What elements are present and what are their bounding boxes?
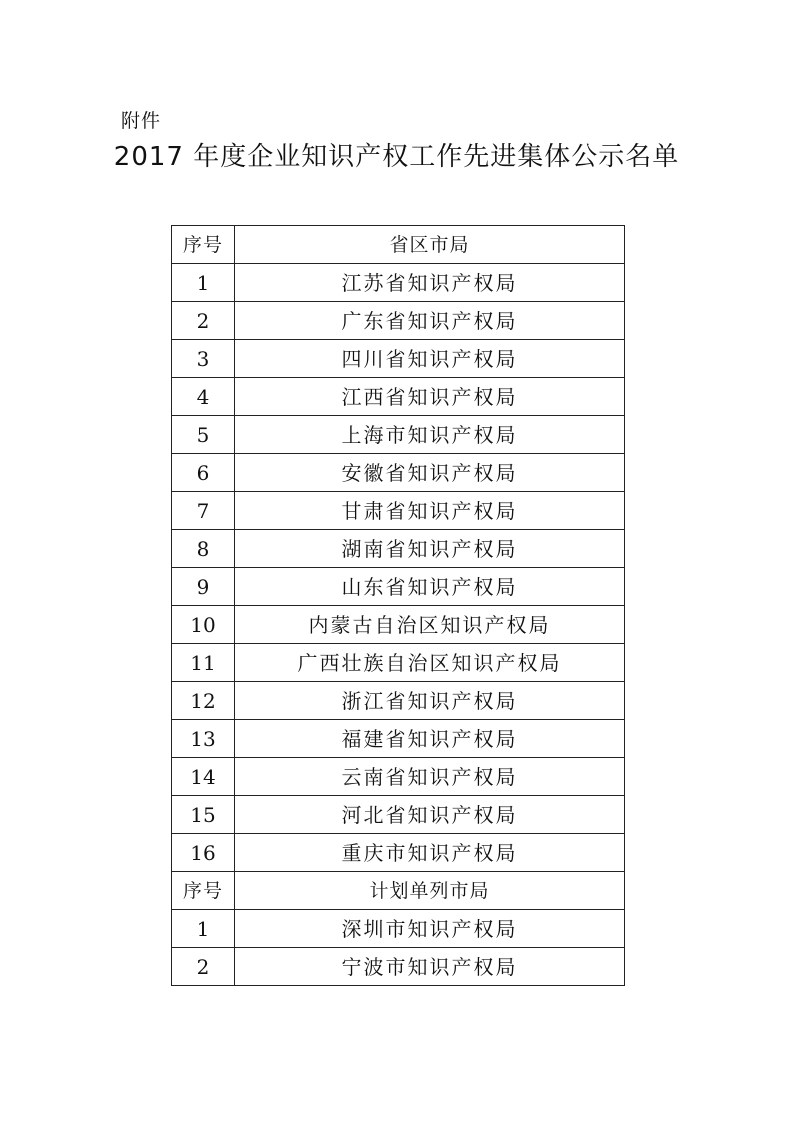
row-index: 12	[172, 682, 235, 720]
table-section-header	[172, 872, 625, 910]
row-name: 福建省知识产权局	[235, 720, 625, 758]
row-name: 重庆市知识产权局	[235, 834, 625, 872]
row-index: 1	[172, 910, 235, 948]
row-name: 山东省知识产权局	[235, 568, 625, 606]
row-name: 广西壮族自治区知识产权局	[235, 644, 625, 682]
row-index: 2	[172, 948, 235, 986]
attachment-label: 附件	[121, 110, 162, 132]
table-row	[172, 758, 625, 796]
table-row	[172, 416, 625, 454]
row-name: 江苏省知识产权局	[235, 264, 625, 302]
table-row	[172, 910, 625, 948]
table-row	[172, 530, 625, 568]
table-row	[172, 378, 625, 416]
table-row	[172, 568, 625, 606]
row-name: 河北省知识产权局	[235, 796, 625, 834]
row-name: 广东省知识产权局	[235, 302, 625, 340]
table-section-header	[172, 226, 625, 264]
row-name: 上海市知识产权局	[235, 416, 625, 454]
table-row	[172, 492, 625, 530]
row-name: 甘肃省知识产权局	[235, 492, 625, 530]
row-name: 江西省知识产权局	[235, 378, 625, 416]
column-header-name: 省区市局	[235, 226, 625, 264]
row-index: 1	[172, 264, 235, 302]
table-row	[172, 302, 625, 340]
table-row	[172, 682, 625, 720]
row-name: 安徽省知识产权局	[235, 454, 625, 492]
table-row	[172, 720, 625, 758]
page-title: 2017 年度企业知识产权工作先进集体公示名单	[113, 142, 680, 172]
row-index: 7	[172, 492, 235, 530]
table-row	[172, 644, 625, 682]
row-name: 湖南省知识产权局	[235, 530, 625, 568]
table-row	[172, 796, 625, 834]
row-index: 5	[172, 416, 235, 454]
table-row	[172, 834, 625, 872]
row-index: 2	[172, 302, 235, 340]
row-index: 3	[172, 340, 235, 378]
column-header-name: 计划单列市局	[235, 872, 625, 910]
column-header-index: 序号	[172, 872, 235, 910]
row-name: 浙江省知识产权局	[235, 682, 625, 720]
row-name: 云南省知识产权局	[235, 758, 625, 796]
table-row	[172, 606, 625, 644]
row-name: 四川省知识产权局	[235, 340, 625, 378]
row-index: 9	[172, 568, 235, 606]
row-index: 14	[172, 758, 235, 796]
column-header-index: 序号	[172, 226, 235, 264]
row-index: 13	[172, 720, 235, 758]
row-index: 15	[172, 796, 235, 834]
row-index: 16	[172, 834, 235, 872]
row-index: 11	[172, 644, 235, 682]
table-row	[172, 340, 625, 378]
award-list-table	[171, 225, 625, 986]
table-row	[172, 948, 625, 986]
row-name: 深圳市知识产权局	[235, 910, 625, 948]
row-name: 内蒙古自治区知识产权局	[235, 606, 625, 644]
row-index: 8	[172, 530, 235, 568]
table-row	[172, 454, 625, 492]
row-index: 4	[172, 378, 235, 416]
row-index: 6	[172, 454, 235, 492]
row-index: 10	[172, 606, 235, 644]
row-name: 宁波市知识产权局	[235, 948, 625, 986]
table-row	[172, 264, 625, 302]
